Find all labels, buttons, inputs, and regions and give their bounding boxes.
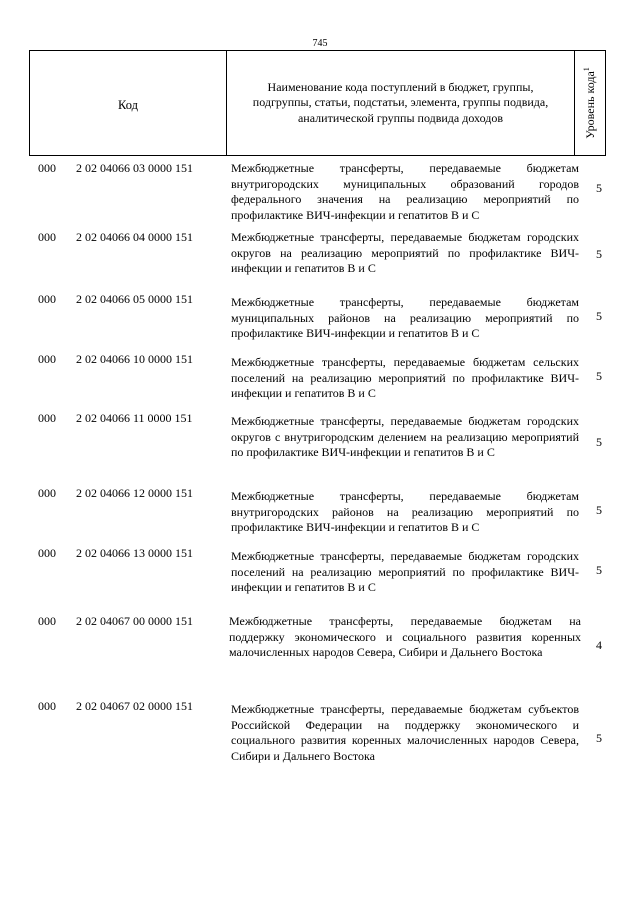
revenue-code: 2 02 04066 04 0000 151 xyxy=(76,230,193,244)
revenue-name: Межбюджетные трансферты, передаваемые бюджетам сельских поселений на реализацию мероприятий по профилактике ВИЧ-инфекции и гепатитов В и С xyxy=(231,355,579,400)
header-name: Наименование кода поступлений в бюджет, группы, подгруппы, статьи, подстатьи, элемента, группы подвида, аналитической группы подвида доходов xyxy=(227,51,575,155)
revenue-code: 2 02 04066 03 0000 151 xyxy=(76,161,193,175)
revenue-code: 2 02 04067 02 0000 151 xyxy=(76,699,193,713)
admin-code: 000 xyxy=(38,614,56,628)
header-level-label: Уровень кода xyxy=(583,71,597,139)
revenue-name: Межбюджетные трансферты, передаваемые бюджетам городских поселений на реализацию мероприятий по профилактике ВИЧ-инфекции и гепатитов В и С xyxy=(231,549,579,594)
admin-code: 000 xyxy=(38,161,56,175)
revenue-code: 2 02 04066 13 0000 151 xyxy=(76,546,193,560)
admin-code: 000 xyxy=(38,230,56,244)
revenue-name: Межбюджетные трансферты, передаваемые бюджетам городских округов с внутригородским делением на реализацию мероприятий по профилактике ВИЧ-инфекции и гепатитов В и С xyxy=(231,414,579,459)
page-number: 745 xyxy=(312,38,328,49)
revenue-name: Межбюджетные трансферты, передаваемые бюджетам субъектов Российской Федерации на поддержку экономического и социального развития коренных малочисленных народов Севера, Сибири и Дальнего Востока xyxy=(231,702,579,763)
code-level: 5 xyxy=(596,435,602,449)
revenue-name: Межбюджетные трансферты, передаваемые бюджетам городских округов на реализацию мероприятий по профилактике ВИЧ-инфекции и гепатитов В и С xyxy=(231,230,579,275)
code-level: 5 xyxy=(596,369,602,383)
revenue-name: Межбюджетные трансферты, передаваемые бюджетам внутригородских муниципальных образований городов федерального значения на реализацию мероприятий по профилактике ВИЧ-инфекции и гепатитов В и С xyxy=(231,161,579,222)
header-code: Код xyxy=(30,51,227,155)
header-level-footnote: 1 xyxy=(582,67,591,72)
admin-code: 000 xyxy=(38,486,56,500)
code-level: 5 xyxy=(596,309,602,323)
admin-code: 000 xyxy=(38,699,56,713)
revenue-name: Межбюджетные трансферты, передаваемые бюджетам муниципальных районов на реализацию мероприятий по профилактике ВИЧ-инфекции и гепатитов В и С xyxy=(231,295,579,340)
code-level: 4 xyxy=(596,638,602,652)
admin-code: 000 xyxy=(38,411,56,425)
revenue-code: 2 02 04066 11 0000 151 xyxy=(76,411,193,425)
admin-code: 000 xyxy=(38,352,56,366)
code-level: 5 xyxy=(596,731,602,745)
admin-code: 000 xyxy=(38,292,56,306)
code-level: 5 xyxy=(596,563,602,577)
revenue-code: 2 02 04066 05 0000 151 xyxy=(76,292,193,306)
code-level: 5 xyxy=(596,503,602,517)
revenue-name: Межбюджетные трансферты, передаваемые бюджетам внутригородских районов на реализацию мероприятий по профилактике ВИЧ-инфекции и гепатитов В и С xyxy=(231,489,579,534)
revenue-code: 2 02 04066 10 0000 151 xyxy=(76,352,193,366)
revenue-name: Межбюджетные трансферты, передаваемые бюджетам на поддержку экономического и социального развития коренных малочисленных народов Севера, Сибири и Дальнего Востока xyxy=(229,614,581,659)
code-level: 5 xyxy=(596,181,602,195)
revenue-code: 2 02 04067 00 0000 151 xyxy=(76,614,193,628)
admin-code: 000 xyxy=(38,546,56,560)
code-level: 5 xyxy=(596,247,602,261)
revenue-code: 2 02 04066 12 0000 151 xyxy=(76,486,193,500)
